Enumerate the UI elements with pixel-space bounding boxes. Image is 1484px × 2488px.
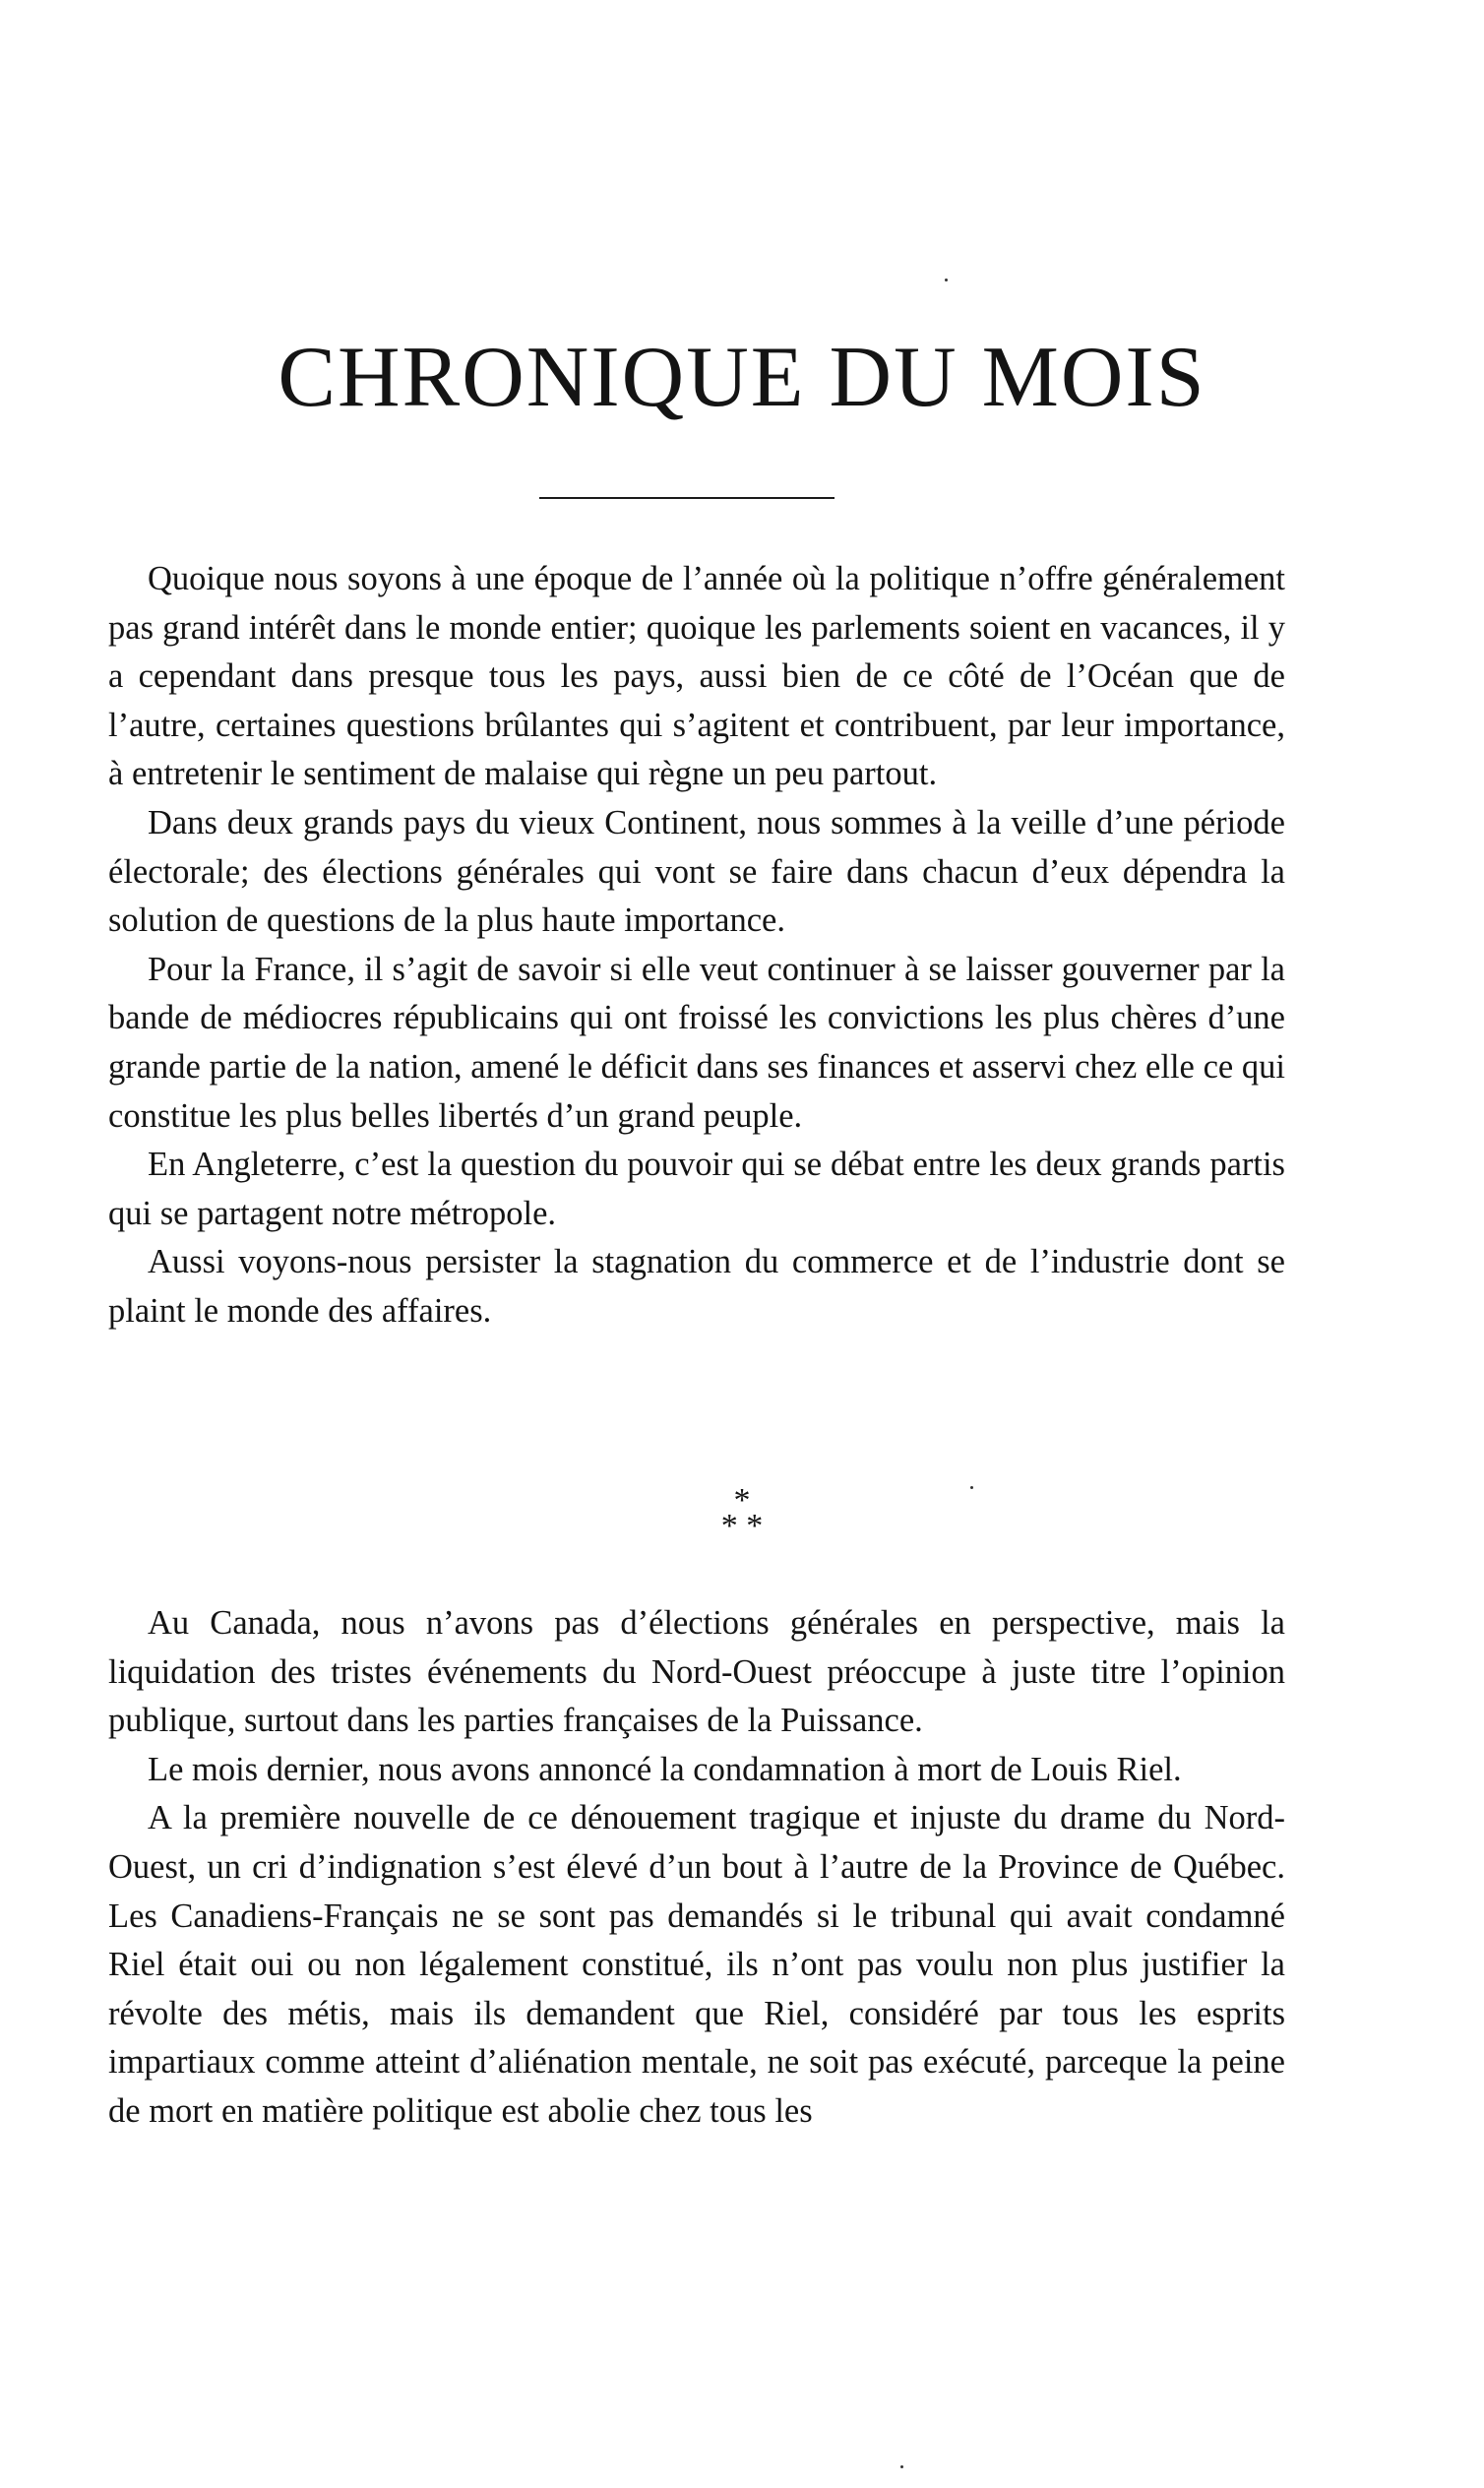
asterism-bottom: * * xyxy=(720,1508,764,1544)
paragraph: Au Canada, nous n’avons pas d’élections générales en perspective, mais la liquidation des tristes événements du Nord-Ouest préoccupe à juste titre l’opinion publique, surtout dans les parties françaises de la Puissance. xyxy=(108,1604,1285,1740)
paragraph: Dans deux grands pays du vieux Continent, nous sommes à la veille d’une période électorale; des élections générales qui vont se faire dans chacun d’eux dépendra la solution de questions de la plus haute importance. xyxy=(108,803,1285,940)
title-divider xyxy=(539,497,835,499)
paragraph: En Angleterre, c’est la question du pouvoir qui se débat entre les deux grands partis qui se partagent notre métropole. xyxy=(108,1146,1285,1232)
page-title: CHRONIQUE DU MOIS xyxy=(278,330,1206,425)
paragraph: Quoique nous soyons à une époque de l’année où la politique n’offre généralement pas grand intérêt dans le monde entier; quoique les parlements soient en vacances, il y a cependant dans presque tous les pays, aussi bien de ce côté de l’Océan que de l’autre, certaines questions brûlantes qui s’agitent et contribuent, par leur importance, à entretenir le sentiment de malaise qui règne un peu partout. xyxy=(108,560,1285,793)
paragraph: Aussi voyons-nous persister la stagnation du commerce et de l’industrie dont se plaint le monde des affaires. xyxy=(108,1243,1285,1330)
paragraph: A la première nouvelle de ce dénouement tragique et injuste du drame du Nord-Ouest, un cri d’indignation s’est élevé d’un bout à l’autre de la Province de Québec. Les Canadiens-Français ne se sont pas demandés si le tribunal qui avait condamné Riel était oui ou non légalement constitué, ils n’ont pas voulu non plus justifier la révolte des métis, mais ils demandent que Riel, considéré par tous les esprits impartiaux comme atteint d’aliénation mentale, ne soit pas exécuté, parceque la peine de mort en matière politique est abolie chez tous les xyxy=(108,1799,1285,2130)
chronicle-section-europe xyxy=(108,555,1285,1337)
asterism-top: * xyxy=(733,1482,751,1519)
print-speck xyxy=(970,1486,973,1489)
print-speck xyxy=(945,279,948,281)
print-speck xyxy=(900,2465,903,2468)
chronicle-section-canada xyxy=(108,1599,1285,2137)
paragraph: Pour la France, il s’agit de savoir si elle veut continuer à se laisser gouverner par la bande de médiocres républicains qui ont froissé les convictions les plus chères d’une grande partie de la nation, amené le déficit dans ses finances et asservi chez elle ce qui constitue les plus belles libertés d’un grand peuple. xyxy=(108,950,1285,1135)
section-asterism xyxy=(0,1482,1484,1573)
paragraph: Le mois dernier, nous avons annoncé la condamnation à mort de Louis Riel. xyxy=(148,1750,1182,1788)
